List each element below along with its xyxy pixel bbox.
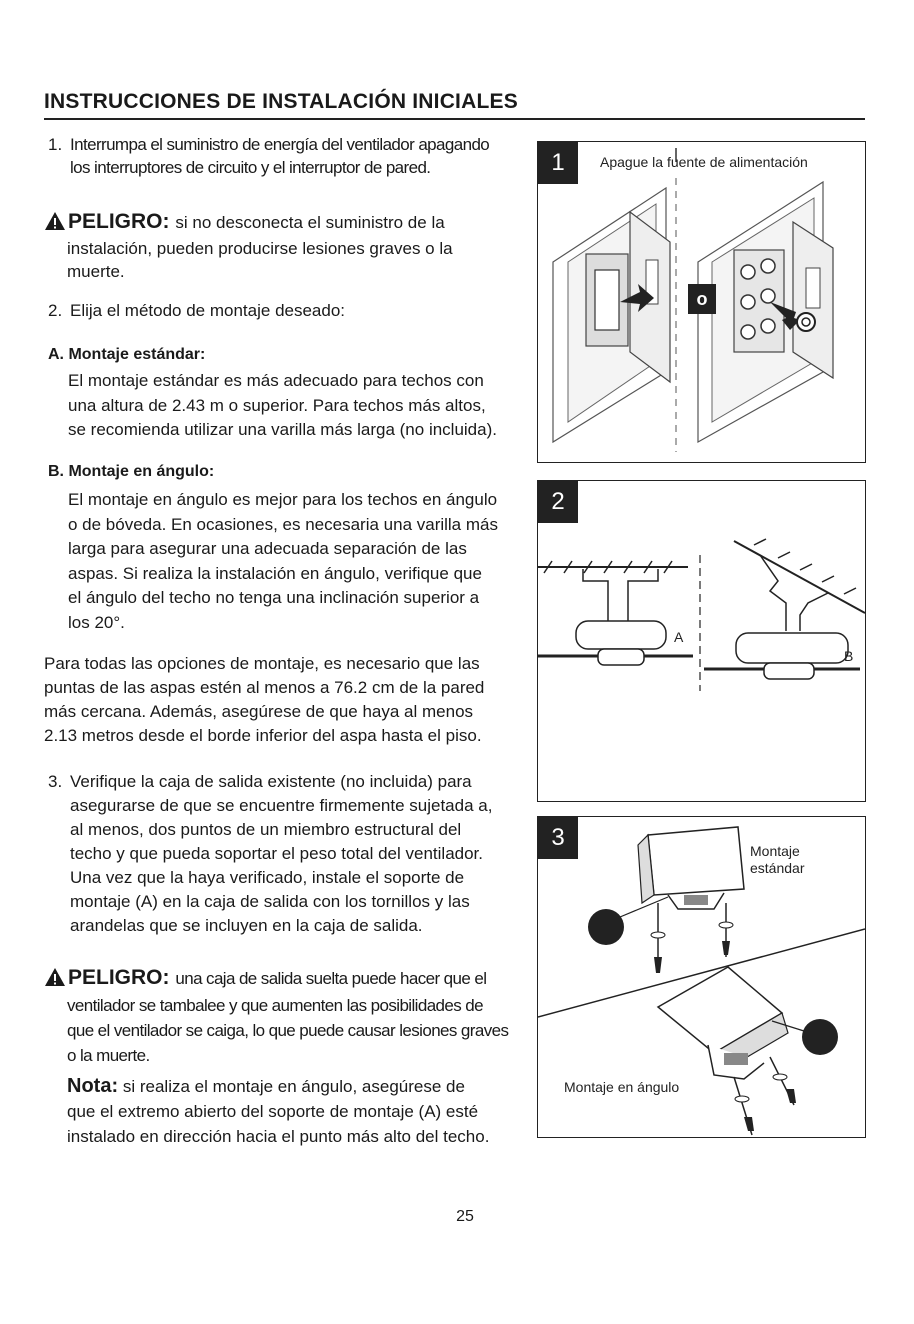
note-heading xyxy=(67,1073,465,1100)
option-a-line: una altura de 2.43 m o superior. Para techos más altos, xyxy=(68,396,486,415)
warning-icon xyxy=(44,211,66,231)
page-title: INSTRUCCIONES DE INSTALACIÓN INICIALES xyxy=(44,90,518,113)
step1-line2: los interruptores de circuito y el interruptor de pared. xyxy=(70,158,431,177)
step3-line: Una vez que la haya verificado, instale el soporte de xyxy=(70,868,465,887)
step1-number: 1. xyxy=(48,135,63,154)
standard-label-line2: estándar xyxy=(750,860,805,876)
option-a-line: El montaje estándar es más adecuado para techos con xyxy=(68,371,484,390)
step3-line: Verifique la caja de salida existente (no incluida) para xyxy=(70,772,472,791)
title-rule xyxy=(44,118,865,120)
danger2-text-line: que el ventilador se caiga, lo que puede causar lesiones graves xyxy=(67,1021,509,1040)
page-number: 25 xyxy=(456,1208,474,1225)
or-label: o xyxy=(688,284,716,314)
danger2-text-line: o la muerte. xyxy=(67,1046,150,1065)
option-a-line: se recomienda utilizar una varilla más larga (no incluida). xyxy=(68,420,497,439)
label-a: A xyxy=(674,629,684,645)
clearance-line: puntas de las aspas estén al menos a 76.2 cm de la pared xyxy=(44,678,485,697)
danger1-text-line3: muerte. xyxy=(67,262,125,281)
figure2-number: 2 xyxy=(538,481,578,523)
figure1-number: 1 xyxy=(538,142,578,184)
option-a-label: A. Montaje estándar: xyxy=(48,346,206,363)
clearance-line: 2.13 metros desde el borde inferior del aspa hasta el piso. xyxy=(44,726,482,745)
step3-line: al menos, dos puntos de un miembro estructural del xyxy=(70,820,462,839)
step1-line1: Interrumpa el suministro de energía del ventilador apagando xyxy=(70,135,490,154)
step3-line: arandelas que se incluyen en la caja de salida. xyxy=(70,916,423,935)
option-b-label: B. Montaje en ángulo: xyxy=(48,463,215,480)
note-line: que el extremo abierto del soporte de montaje (A) esté xyxy=(67,1102,479,1121)
angled-label: Montaje en ángulo xyxy=(564,1079,680,1095)
step3-line: montaje (A) en la caja de salida con los tornillos y las xyxy=(70,892,470,911)
step3-line: asegurarse de que se encuentre firmemente sujetada a, xyxy=(70,796,493,815)
warning-icon xyxy=(44,967,66,987)
label-b: B xyxy=(844,648,854,664)
figure2-panel xyxy=(537,480,866,802)
danger2-label: PELIGRO: xyxy=(68,966,170,989)
figure3-panel xyxy=(537,816,866,1138)
step3-number: 3. xyxy=(48,772,63,791)
note-line1: si realiza el montaje en ángulo, asegúrese de xyxy=(122,1077,465,1096)
option-b-line: El montaje en ángulo es mejor para los techos en ángulo xyxy=(68,490,498,509)
mounting-options-illustration xyxy=(538,481,865,801)
clearance-line: más cercana. Además, asegúrese de que haya al menos xyxy=(44,702,474,721)
step2-number: 2. xyxy=(48,301,63,320)
danger1-label: PELIGRO: xyxy=(68,210,170,233)
note-label: Nota: xyxy=(67,1075,119,1097)
standard-label-line1: Montaje xyxy=(750,843,800,859)
option-b-line: los 20°. xyxy=(68,613,125,632)
clearance-line: Para todas las opciones de montaje, es necesario que las xyxy=(44,654,480,673)
danger2-text-line1: una caja de salida suelta puede hacer que el xyxy=(175,969,487,988)
step3-line: techo y que pueda soportar el peso total del ventilador. xyxy=(70,844,484,863)
danger1-text-line1: si no desconecta el suministro de la xyxy=(175,213,445,232)
option-b-line: aspas. Si realiza la instalación en ángulo, verifique que xyxy=(68,564,482,583)
option-b-line: el ángulo del techo no tenga una inclinación superior a xyxy=(68,588,480,607)
standard-label xyxy=(750,843,804,877)
note-line: instalado en dirección hacia el punto más alto del techo. xyxy=(67,1127,490,1146)
figure1-panel xyxy=(537,141,866,463)
danger2-text-line: ventilador se tambalee y que aumenten las posibilidades de xyxy=(67,996,483,1015)
danger2-heading xyxy=(44,966,486,990)
figure1-caption: Apague la fuente de alimentación xyxy=(600,154,808,170)
option-b-line: o de bóveda. En ocasiones, es necesaria una varilla más xyxy=(68,515,498,534)
danger1-heading xyxy=(44,210,445,234)
figure3-number: 3 xyxy=(538,817,578,859)
step2-text: Elija el método de montaje deseado: xyxy=(70,301,346,320)
option-b-line: larga para asegurar una adecuada separación de las xyxy=(68,539,467,558)
danger1-text-line2: instalación, pueden producirse lesiones graves o la xyxy=(67,239,453,258)
